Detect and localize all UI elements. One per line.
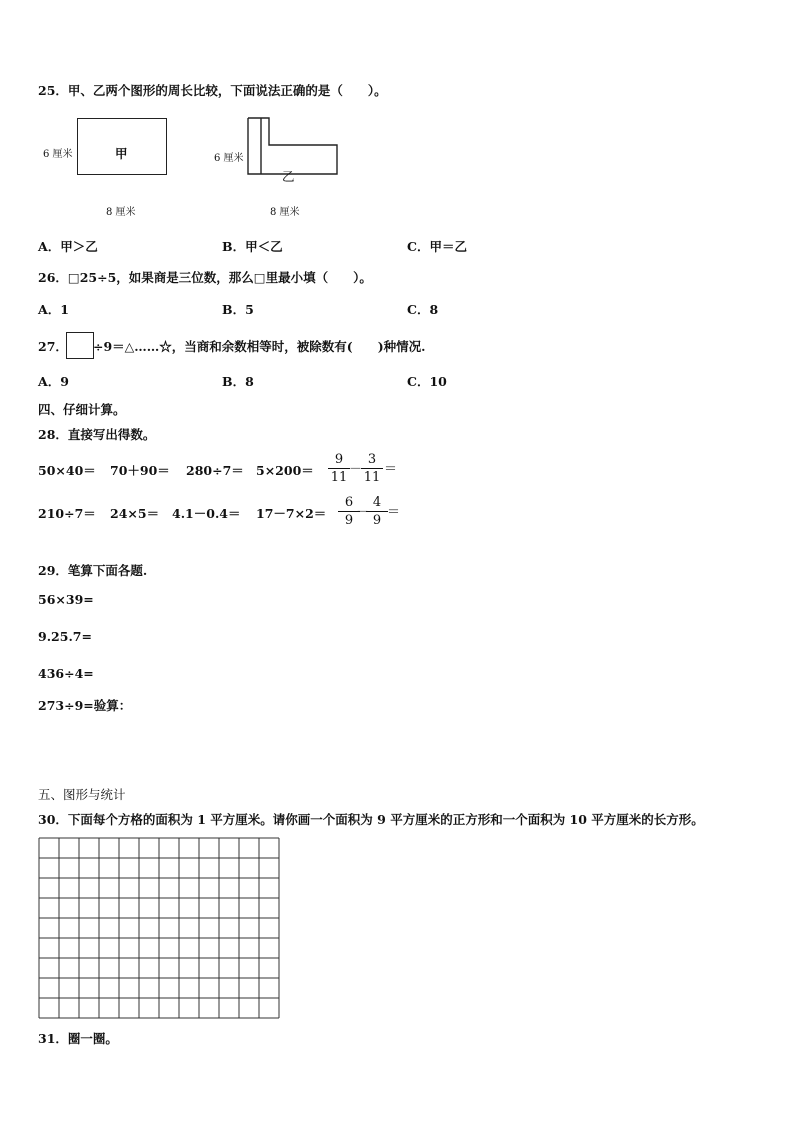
q25-option-b[interactable]: B．甲＜乙	[222, 239, 283, 254]
q26-stem: 26．□25÷5，如果商是三位数，那么□里最小填（ ）。	[38, 270, 372, 285]
q27-number: 27．	[38, 339, 68, 354]
frac2-a-num: 6	[344, 495, 354, 510]
section-4-heading: 四、仔细计算。	[38, 402, 126, 417]
frac1-b-den: 11	[363, 470, 381, 485]
frac1-b-num: 3	[367, 452, 377, 467]
q29-stem: 29．笔算下面各题.	[38, 563, 148, 578]
q28-r1-item1: 50×40＝	[38, 463, 96, 478]
fig-b-side-label: 6 厘米	[214, 153, 244, 164]
q28-r1-item2: 70＋90＝	[110, 463, 170, 478]
fig-a-side-label: 6 厘米	[43, 149, 73, 160]
square-grid[interactable]	[38, 837, 282, 1021]
frac2-b-den: 9	[372, 513, 382, 528]
fig-a-bottom-label: 8 厘米	[106, 207, 136, 218]
q26-option-c[interactable]: C．8	[407, 302, 439, 317]
frac2-op: －	[356, 505, 370, 520]
q30-stem: 30．下面每个方格的面积为 1 平方厘米。请你画一个面积为 9 平方厘米的正方形和一个面积为 10 平方厘米的长方形。	[38, 812, 704, 827]
q31-stem: 31．圈一圈。	[38, 1031, 118, 1046]
frac1-b-bar	[361, 468, 383, 469]
q25-option-c[interactable]: C．甲＝乙	[407, 239, 467, 254]
frac2-b	[366, 495, 388, 528]
q26-option-a[interactable]: A．1	[38, 302, 69, 317]
q28-stem: 28．直接写出得数。	[38, 427, 156, 442]
frac2-b-bar	[366, 511, 388, 512]
frac1-eq: ＝	[384, 462, 398, 477]
fig-a-label: 甲	[115, 146, 128, 161]
q29-item1: 56×39=	[38, 592, 94, 607]
frac1-a-den: 11	[330, 470, 348, 485]
q25-option-a[interactable]: A．甲＞乙	[38, 239, 98, 254]
q28-r2-item1: 210÷7＝	[38, 506, 96, 521]
q27-stem: ÷9＝△……☆，当商和余数相等时，被除数有( )种情况.	[93, 339, 426, 354]
q25-stem: 25．甲、乙两个图形的周长比较，下面说法正确的是（ ）。	[38, 83, 387, 98]
frac2-eq: ＝	[387, 505, 401, 520]
q28-r2-item2: 24×5＝	[110, 506, 160, 521]
q28-r1-item3: 280÷7＝	[186, 463, 244, 478]
q27-option-b[interactable]: B．8	[222, 374, 254, 389]
frac1-b	[361, 452, 383, 485]
frac1-op: －	[349, 462, 363, 477]
q27-blank-box	[66, 332, 94, 359]
q28-r2-item4: 17－7×2＝	[256, 506, 327, 521]
q27-option-c[interactable]: C．10	[407, 374, 447, 389]
q29-item3: 436÷4=	[38, 666, 94, 681]
frac1-a	[328, 452, 350, 485]
frac2-b-num: 4	[372, 495, 382, 510]
frac1-a-num: 9	[334, 452, 344, 467]
fig-b-bottom-label: 8 厘米	[270, 207, 300, 218]
q29-item2: 9.25.7=	[38, 629, 92, 644]
q27-option-a[interactable]: A．9	[38, 374, 69, 389]
frac1-a-bar	[328, 468, 350, 469]
section-5-heading: 五、图形与统计	[38, 787, 126, 802]
frac2-a-den: 9	[344, 513, 354, 528]
q29-item4: 273÷9=验算：	[38, 698, 132, 713]
q26-option-b[interactable]: B．5	[222, 302, 254, 317]
q28-r1-item4: 5×200＝	[256, 463, 314, 478]
q28-r2-item3: 4.1－0.4＝	[172, 506, 241, 521]
fig-b-label: 乙	[282, 169, 295, 184]
